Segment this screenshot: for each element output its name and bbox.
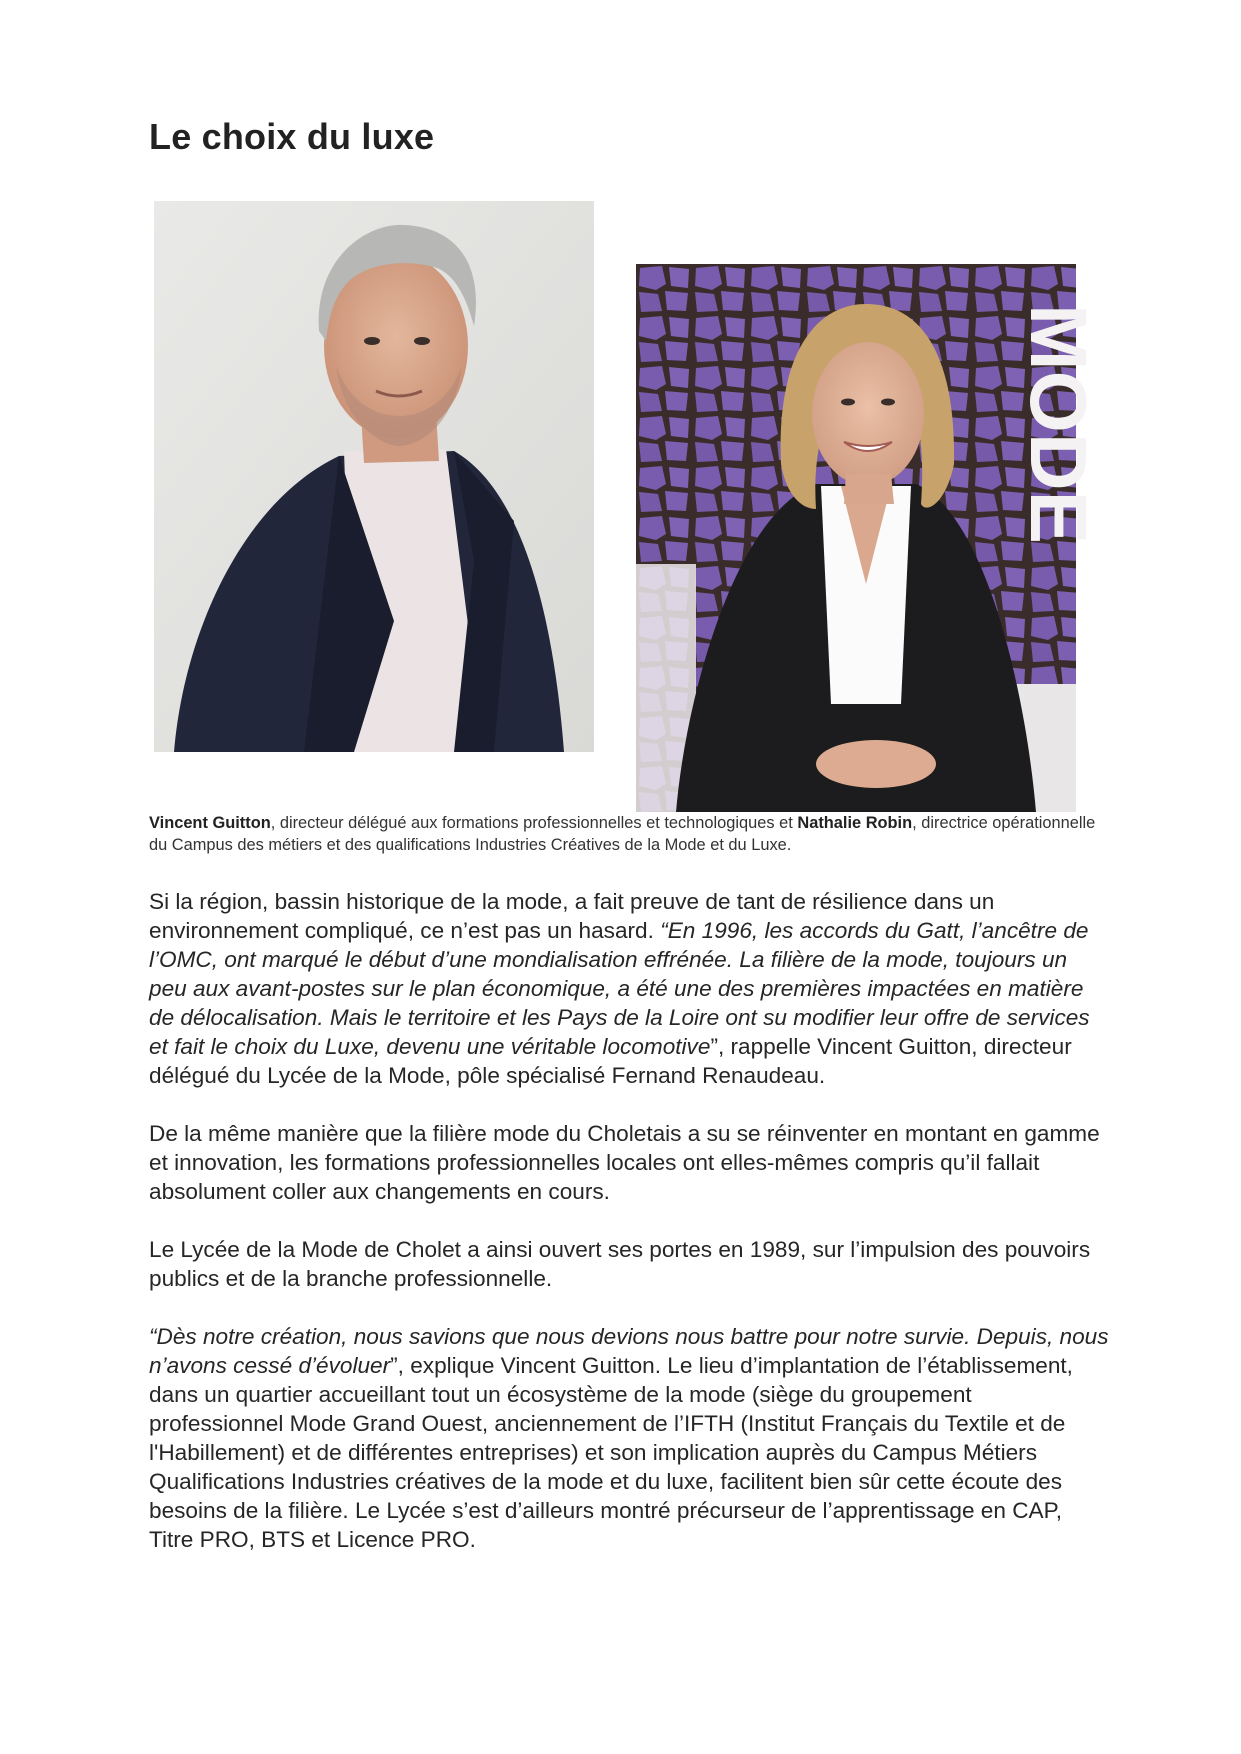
article-body: [149, 887, 1109, 1583]
caption-name-2: Nathalie Robin: [797, 814, 913, 832]
paragraph-4-quote: “Dès notre création, nous savions que nous devions nous battre pour notre survie. Depuis, nous n’avons cessé d’évoluer: [149, 1324, 1109, 1378]
paragraph-4: [149, 1322, 1109, 1554]
paragraph-1: [149, 887, 1109, 1090]
paragraph-1-intro: Si la région, bassin historique de la mode, a fait preuve de tant de résilience dans un environnement compliqué, ce n’est pas un hasard.: [149, 889, 995, 943]
caption-role-1: , directeur délégué aux formations professionnelles et technologiques et: [270, 814, 798, 832]
caption-name-1: Vincent Guitton: [149, 814, 271, 832]
paragraph-2: De la même manière que la filière mode du Choletais a su se réinventer en montant en gamme et innovation, les formations professionnelles locales ont elles-mêmes compris qu’il fallait absolument coller aux changements en cours.: [149, 1121, 1100, 1204]
caption-role-2: , directrice opérationnelle du Campus des métiers et des qualifications Industries Créatives de la Mode et du Luxe.: [149, 814, 1096, 854]
page-title: Le choix du luxe: [149, 116, 435, 157]
portrait-vincent-guitton: [154, 201, 594, 752]
paragraph-4-text: ”, explique Vincent Guitton. Le lieu d’implantation de l’établissement, dans un quartier accueillant tout un écosystème de la mode (siège du groupement professionnel Mode Grand Ouest, anciennement de l’IFTH (Institut Français du Textile et de l'Habillement) et de différentes entreprises) et son implication auprès du Campus Métiers Qualifications Industries créatives de la mode et du luxe, facilitent bien sûr cette écoute des besoins de la filière. Le Lycée s’est d’ailleurs montré précurseur de l’apprentissage en CAP, Titre PRO, BTS et Licence PRO.: [149, 1353, 1073, 1552]
paragraph-1-quote: “En 1996, les accords du Gatt, l’ancêtre de l’OMC, ont marqué le début d’une mondialisation effrénée. La filière de la mode, toujours un peu aux avant-postes sur le plan économique, a été une des premières impactées en matière de délocalisation. Mais le territoire et les Pays de la Loire ont su modifier leur offre de services et fait le choix du Luxe, devenu une véritable locomotive: [149, 918, 1090, 1059]
mode-sign-text: MODE: [1014, 304, 1103, 544]
paragraph-3: Le Lycée de la Mode de Cholet a ainsi ouvert ses portes en 1989, sur l’impulsion des pouvoirs publics et de la branche professionnelle.: [149, 1237, 1091, 1291]
portrait-nathalie-robin: [636, 264, 1103, 812]
paragraph-1-attribution: ”, rappelle Vincent Guitton, directeur délégué du Lycée de la Mode, pôle spécialisé Fernand Renaudeau.: [149, 1034, 1072, 1088]
photo-caption: [149, 812, 1109, 856]
